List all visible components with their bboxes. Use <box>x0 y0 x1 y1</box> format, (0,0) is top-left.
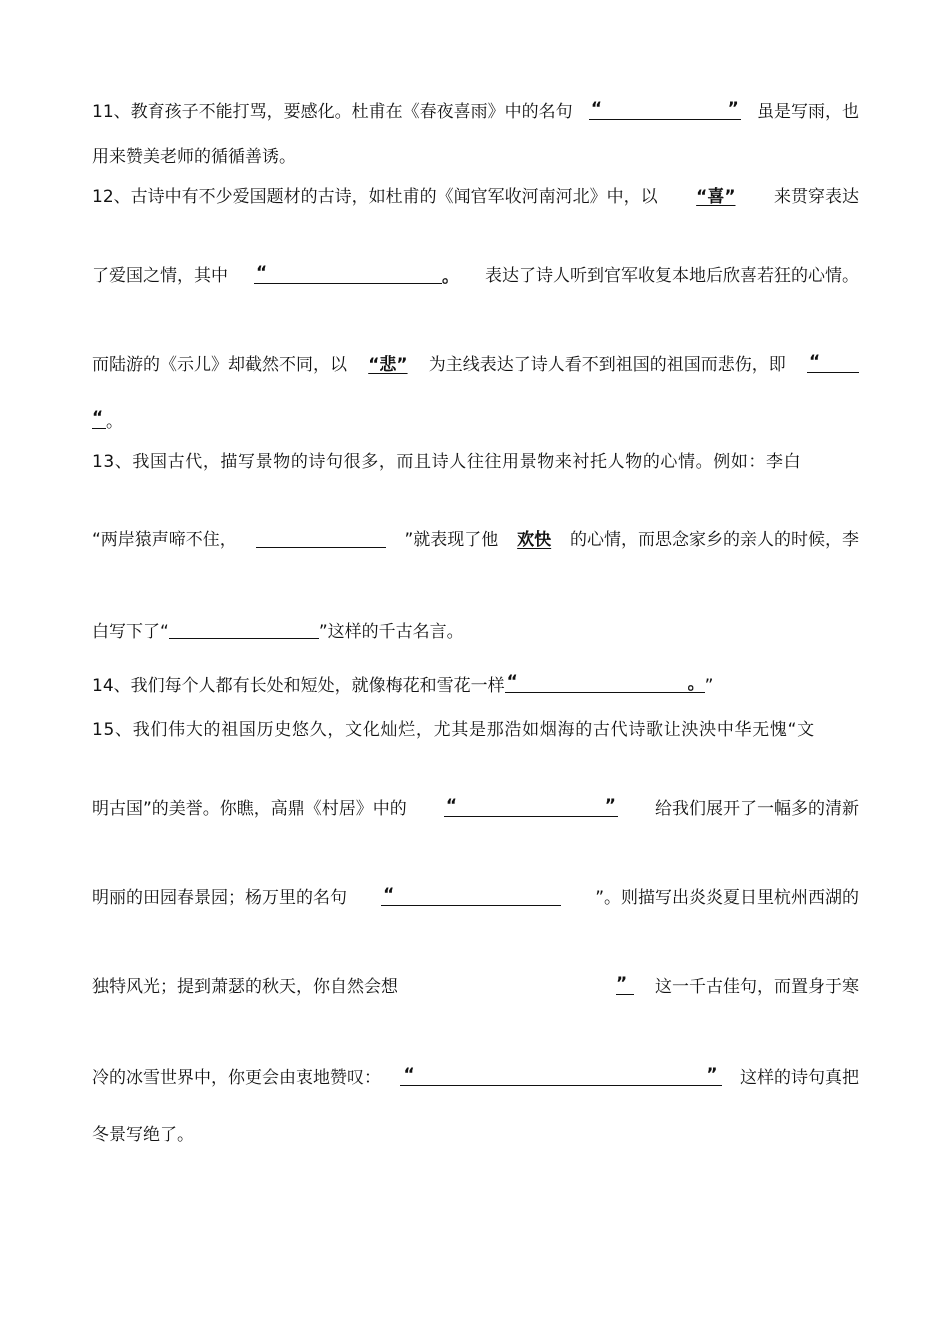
q13-text-e: ”这样的千古名言。 <box>318 622 464 642</box>
q12-open-quote: “ <box>256 263 268 283</box>
q13-text-b: ”就表现了他 <box>404 530 499 550</box>
q11-answer-blank[interactable] <box>589 101 741 124</box>
q13-text-c: 的心情，而思念家乡的亲人的时候，李 <box>570 530 859 550</box>
q12-end-period: 。 <box>106 412 123 432</box>
q15-line-4 <box>92 976 859 998</box>
q14-close-quote: ” <box>704 676 714 696</box>
q15-text-g: 冷的冰雪世界中，你更会由衷地赞叹： <box>92 1068 381 1088</box>
q14-text-a: 14、我们每个人都有长处和短处，就像梅花和雪花一样 <box>92 676 505 696</box>
q12-text-b: 来贯穿表达 <box>774 187 859 207</box>
q15-text-e: 独特风光；提到萧瑟的秋天，你自然会想 <box>92 977 398 997</box>
q12-line-4 <box>92 410 123 433</box>
q11-text-b: 虽是写雨，也 <box>756 102 859 122</box>
q14-period: 。 <box>687 674 705 694</box>
q12-text-c: 了爱国之情，其中 <box>92 266 228 286</box>
q12-answer-blank-2[interactable] <box>807 354 859 377</box>
q13-answer-blank-1[interactable] <box>256 529 386 552</box>
q12-period: 。 <box>442 267 459 287</box>
q15-answer-blank-1[interactable] <box>444 798 618 821</box>
q13-line-3 <box>92 620 464 643</box>
q13-keyword-huankuai: 欢快 <box>517 530 552 550</box>
q15-text-c: 明丽的田园春景园；杨万里的名句 <box>92 888 347 908</box>
q13-line-1: 13、我国古代，描写景物的诗句很多，而且诗人往往用景物来衬托人物的心情。例如：李白 <box>92 452 802 472</box>
q15-open-quote-1: “ <box>445 796 458 816</box>
q14-answer-blank[interactable] <box>505 672 705 696</box>
q15-open-quote-4: “ <box>403 1065 415 1085</box>
q15-close-quote-4: ” <box>706 1065 718 1085</box>
q15-open-quote-2: “ <box>383 885 395 905</box>
q13-text-a: “两岸猿声啼不住， <box>92 530 237 550</box>
q11-open-quote: “ <box>590 99 602 119</box>
q12-line-1 <box>92 186 859 208</box>
q13-answer-blank-2[interactable] <box>169 622 319 642</box>
q13-line-2 <box>92 529 859 552</box>
q15-answer-blank-3[interactable] <box>616 976 634 999</box>
q12-text-a: 12、古诗中有不少爱国题材的古诗，如杜甫的《闻官军收河南河北》中，以 <box>92 187 658 207</box>
q14-open-quote: “ <box>506 672 518 692</box>
q12-close-quote-2: “ <box>92 408 104 428</box>
q15-answer-blank-4[interactable] <box>400 1067 722 1090</box>
q12-answer-blank-2-cont[interactable] <box>92 410 106 429</box>
q15-line-6: 冬景写绝了。 <box>92 1125 194 1145</box>
q15-line-2 <box>92 798 859 821</box>
q15-text-b: 给我们展开了一幅多的清新 <box>655 799 859 819</box>
q12-text-f: 为主线表达了诗人看不到祖国的祖国而悲伤，即 <box>428 355 786 375</box>
q15-line-1: 15、我们伟大的祖国历史悠久，文化灿烂，尤其是那浩如烟海的古代诗歌让泱泱中华无愧“文 <box>92 720 815 740</box>
q15-line-3 <box>92 887 859 910</box>
q15-text-d: ”。则描写出炎炎夏日里杭州西湖的 <box>595 888 859 908</box>
q12-text-e: 而陆游的《示儿》却截然不同，以 <box>92 355 347 375</box>
q11-line-2: 用来赞美老师的循循善诱。 <box>92 147 296 167</box>
q15-text-f: 这一千古佳句，而置身于寒 <box>655 977 859 997</box>
q12-line-3 <box>92 354 859 377</box>
q11-text-a: 11、教育孩子不能打骂，要感化。杜甫在《春夜喜雨》中的名句 <box>92 102 573 122</box>
q12-answer-blank-1[interactable] <box>254 265 459 288</box>
q12-keyword-xi: “喜” <box>696 187 736 207</box>
q12-keyword-bei: “悲” <box>368 355 408 375</box>
q12-text-d: 表达了诗人听到官军收复本地后欣喜若狂的心情。 <box>485 266 859 286</box>
q11-close-quote: ” <box>727 99 739 119</box>
q12-open-quote-2: “ <box>808 352 821 372</box>
q14-line-1 <box>92 674 713 697</box>
q15-text-h: 这样的诗句真把 <box>740 1068 859 1088</box>
q15-text-a: 明古国”的美誉。你瞧，高鼎《村居》中的 <box>92 799 407 819</box>
q15-close-quote-1: ” <box>604 796 616 816</box>
q11-line-1 <box>92 101 859 124</box>
q15-answer-blank-2[interactable] <box>381 887 561 910</box>
q15-close-quote-3: ” <box>616 974 628 994</box>
q15-line-5 <box>92 1067 859 1090</box>
q12-line-2 <box>92 265 859 288</box>
q13-text-d: 白写下了“ <box>92 622 169 642</box>
